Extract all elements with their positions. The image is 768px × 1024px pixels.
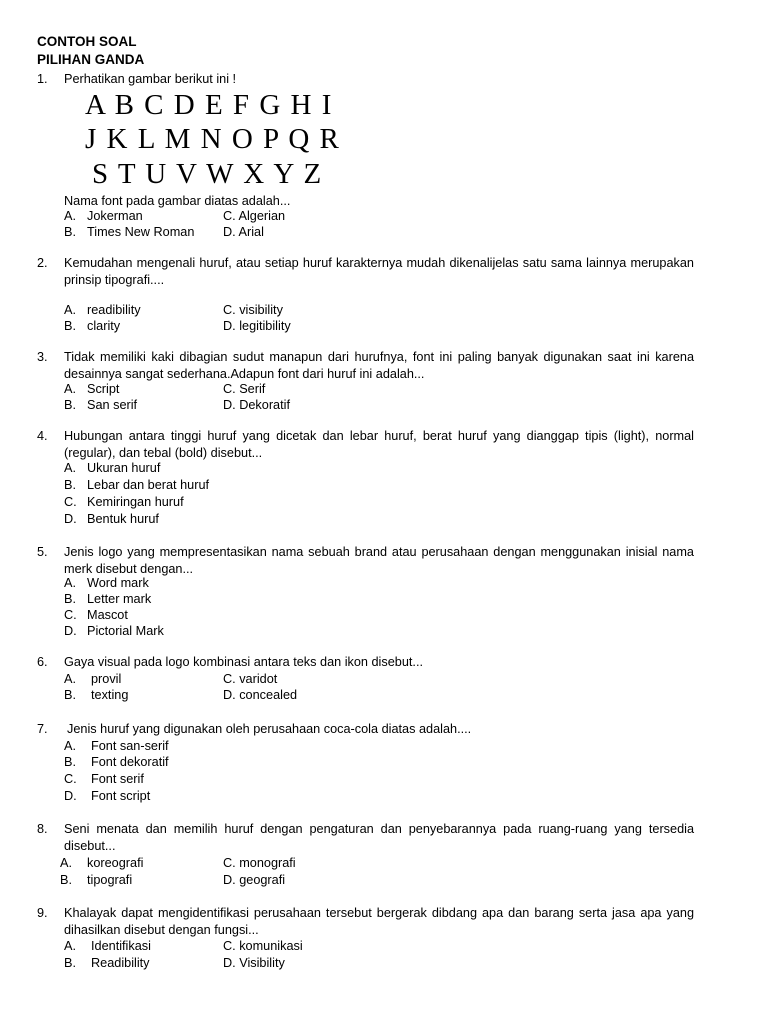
option-c: C. komunikasi	[223, 939, 303, 953]
option-letter: A.	[64, 939, 76, 953]
question-text: Seni menata dan memilih huruf dengan pengaturan dan penyebarannya pada ruang-ruang yang tersedia disebut...	[64, 822, 694, 853]
option-text: Font dekoratif	[91, 755, 169, 769]
question-text: Kemudahan mengenali huruf, atau setiap huruf karakternya mudah dikenalijelas satu sama lainnya merupakan prinsip tipografi....	[64, 256, 694, 287]
option-text: Font script	[91, 789, 151, 803]
question-number: 8.	[37, 822, 48, 836]
document-title: CONTOH SOAL	[37, 34, 137, 49]
option-b	[64, 754, 169, 770]
option-d: D. Arial	[223, 225, 264, 239]
question-text: Khalayak dapat mengidentifikasi perusahaan tersebut bergerak dibdang apa dan barang serta jasa apa yang dihasilkan disebut dengan fungsi...	[64, 906, 694, 937]
option-text: clarity	[87, 319, 121, 333]
option-letter: B.	[64, 592, 76, 606]
option-letter: B.	[64, 956, 76, 970]
question-text: Jenis logo yang mempresentasikan nama sebuah brand atau perusahaan dengan menggunakan inisial nama merk disebut dengan...	[64, 545, 694, 576]
question-text: Hubungan antara tinggi huruf yang dicetak dan lebar huruf, berat huruf yang dianggap tipis (light), normal (regular), dan tebal (bold) disebut...	[64, 429, 694, 460]
option-text: Script	[87, 382, 120, 396]
question-number: 6.	[37, 655, 48, 669]
option-text: Identifikasi	[91, 939, 151, 953]
question-text: Jenis huruf yang digunakan oleh perusahaan coca-cola diatas adalah....	[67, 722, 472, 736]
font-sample-row: J K L M N O P Q R	[85, 123, 341, 155]
option-text: readibility	[87, 303, 141, 317]
option-d	[64, 623, 164, 639]
option-text: koreografi	[87, 856, 144, 870]
option-letter: A.	[64, 672, 76, 686]
option-letter: B.	[64, 319, 76, 333]
option-d: D. geografi	[223, 873, 286, 887]
question-text: Tidak memiliki kaki dibagian sudut manapun dari hurufnya, font ini paling banyak digunakan saat ini karena desainnya sangat sederhana.Adapun font dari huruf ini adalah...	[64, 350, 694, 381]
option-a	[64, 938, 151, 954]
font-sample-row: A B C D E F G H I	[85, 89, 333, 121]
option-letter: B.	[64, 688, 76, 702]
option-a	[64, 302, 141, 318]
option-b	[64, 477, 209, 493]
option-text: Lebar dan berat huruf	[87, 478, 210, 492]
option-d: D. legitibility	[223, 319, 291, 333]
option-b	[64, 955, 150, 971]
option-b	[64, 397, 137, 413]
option-text: Pictorial Mark	[87, 624, 164, 638]
option-text: Mascot	[87, 608, 128, 622]
option-text: San serif	[87, 398, 138, 412]
option-b	[64, 687, 128, 703]
question-number: 5.	[37, 545, 48, 559]
question-text: Gaya visual pada logo kombinasi antara teks dan ikon disebut...	[64, 655, 423, 669]
option-letter: A.	[64, 576, 76, 590]
option-b	[60, 872, 132, 888]
option-text: Letter mark	[87, 592, 152, 606]
option-letter: B.	[64, 755, 76, 769]
option-letter: A.	[64, 739, 76, 753]
option-text: Bentuk huruf	[87, 512, 159, 526]
option-c: C. Serif	[223, 382, 266, 396]
option-letter: B.	[64, 478, 76, 492]
option-letter: D.	[64, 789, 77, 803]
question-number: 9.	[37, 906, 48, 920]
option-d	[64, 788, 150, 804]
question-text: Nama font pada gambar diatas adalah...	[64, 194, 291, 208]
option-d: D. Dekoratif	[223, 398, 290, 412]
option-text: Kemiringan huruf	[87, 495, 184, 509]
question-number: 7.	[37, 722, 48, 736]
option-b	[64, 318, 120, 334]
option-text: provil	[91, 672, 122, 686]
option-c	[64, 771, 144, 787]
option-letter: C.	[64, 772, 77, 786]
option-a	[64, 738, 169, 754]
option-c: C. visibility	[223, 303, 283, 317]
option-b	[64, 591, 151, 607]
option-letter: C.	[64, 608, 77, 622]
option-letter: A.	[64, 382, 76, 396]
option-a	[60, 855, 143, 871]
option-c: C. monografi	[223, 856, 296, 870]
option-text: Font san-serif	[91, 739, 169, 753]
option-d	[64, 511, 159, 527]
option-c: C. Algerian	[223, 209, 286, 223]
question-text: Perhatikan gambar berikut ini !	[64, 72, 237, 86]
document-subtitle: PILIHAN GANDA	[37, 52, 145, 67]
option-b	[64, 224, 194, 240]
option-text: Readibility	[91, 956, 150, 970]
question-number: 4.	[37, 429, 48, 443]
option-text: Font serif	[91, 772, 144, 786]
option-c	[64, 607, 128, 623]
option-text: Times New Roman	[87, 225, 195, 239]
question-number: 1.	[37, 72, 48, 86]
option-a	[64, 381, 119, 397]
option-text: Ukuran huruf	[87, 461, 161, 475]
option-letter: D.	[64, 624, 77, 638]
option-letter: A.	[64, 461, 76, 475]
option-letter: A.	[60, 856, 72, 870]
option-a	[64, 460, 160, 476]
option-letter: A.	[64, 303, 76, 317]
option-a	[64, 575, 149, 591]
option-text: Word mark	[87, 576, 149, 590]
question-number: 2.	[37, 256, 48, 270]
option-letter: B.	[60, 873, 72, 887]
option-text: tipografi	[87, 873, 133, 887]
option-d: D. Visibility	[223, 956, 285, 970]
option-text: Jokerman	[87, 209, 143, 223]
option-letter: A.	[64, 209, 76, 223]
option-letter: B.	[64, 398, 76, 412]
font-sample-row: S T U V W X Y Z	[92, 158, 323, 190]
option-d: D. concealed	[223, 688, 298, 702]
question-number: 3.	[37, 350, 48, 364]
option-a	[64, 671, 121, 687]
option-c: C. varidot	[223, 672, 278, 686]
option-text: texting	[91, 688, 129, 702]
option-c	[64, 494, 184, 510]
option-letter: C.	[64, 495, 77, 509]
option-letter: B.	[64, 225, 76, 239]
option-a	[64, 208, 143, 224]
option-letter: D.	[64, 512, 77, 526]
